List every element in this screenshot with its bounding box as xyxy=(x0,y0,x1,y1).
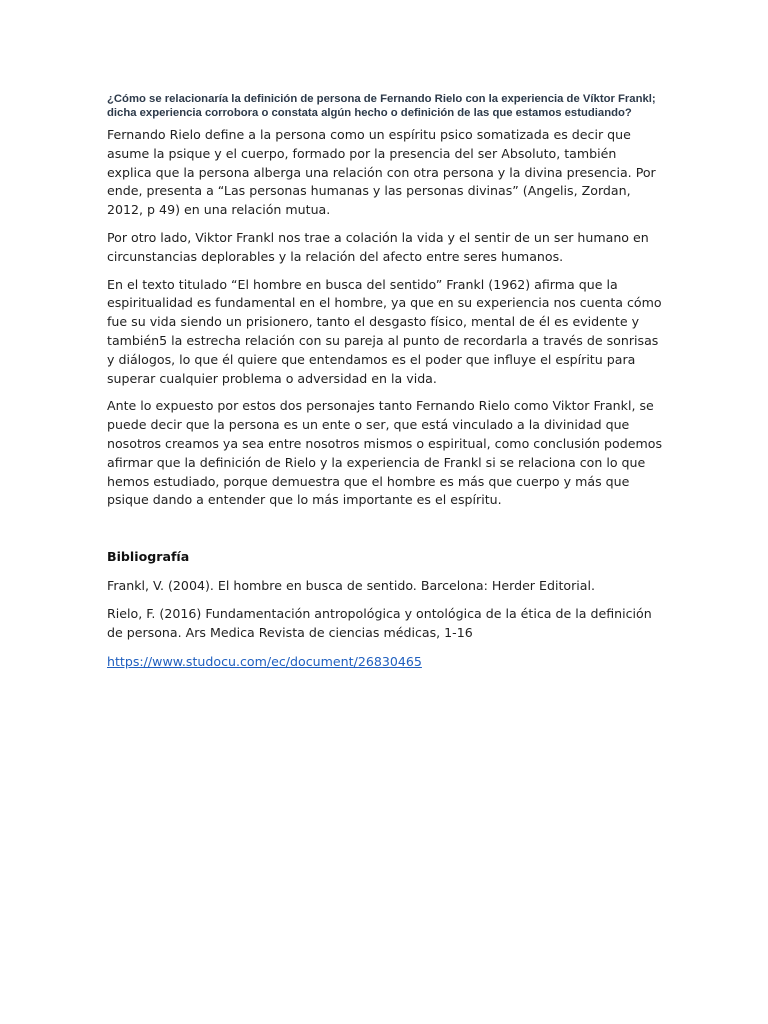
question-heading: ¿Cómo se relacionaría la definición de persona de Fernando Rielo con la experiencia de Víktor Frankl; dicha experiencia corrobora o constata algún hecho o definición de las que estamos estudiando? xyxy=(107,93,656,119)
bibliography-heading: Bibliografía xyxy=(107,549,190,565)
section-spacer xyxy=(107,519,663,548)
paragraph-frankl-intro: Por otro lado, Viktor Frankl nos trae a colación la vida y el sentir de un ser humano en circunstancias deplorables y la relación del afecto entre seres humanos. xyxy=(107,229,649,264)
paragraph-frankl-book: En el texto titulado “El hombre en busca del sentido” Frankl (1962) afirma que la espiritualidad es fundamental en el hombre, ya que en su experiencia nos cuenta cómo fue su vida siendo un prisionero, tanto el desgasto físico, mental de él es evidente y también5 la estrecha relación con su pareja al punto de recordarla a través de sonrisas y diálogos, lo que él quiere que entendamos es el poder que influye el espíritu para superar cualquier problema o adversidad en la vida. xyxy=(107,276,662,386)
paragraph-conclusion: Ante lo expuesto por estos dos personajes tanto Fernando Rielo como Viktor Frankl, se puede decir que la persona es un ente o ser, que está vinculado a la divinidad que nosotros creamos ya sea entre nosotros mismos o espiritual, como conclusión podemos afirmar que la definición de Rielo y la experiencia de Frankl si se relaciona con lo que hemos estudiado, porque demuestra que el hombre es más que cuerpo y más que psique dando a entender que lo más importante es el espíritu. xyxy=(107,398,663,508)
reference-link[interactable]: https://www.studocu.com/ec/document/26830465 xyxy=(107,654,422,670)
reference-rielo: Rielo, F. (2016) Fundamentación antropológica y ontológica de la ética de la definición de persona. Ars Medica Revista de ciencias médicas, 1-16 xyxy=(107,605,652,640)
document-body xyxy=(107,92,663,672)
paragraph-rielo-definition: Fernando Rielo define a la persona como un espíritu psico somatizada es decir que asume la psique y el cuerpo, formado por la presencia del ser Absoluto, también explica que la persona alberga una relación con otra persona y la divina presencia. Por ende, presenta a “Las personas humanas y las personas divinas” (Angelis, Zordan, 2012, p 49) en una relación mutua. xyxy=(107,127,656,218)
reference-frankl: Frankl, V. (2004). El hombre en busca de sentido. Barcelona: Herder Editorial. xyxy=(107,577,595,593)
